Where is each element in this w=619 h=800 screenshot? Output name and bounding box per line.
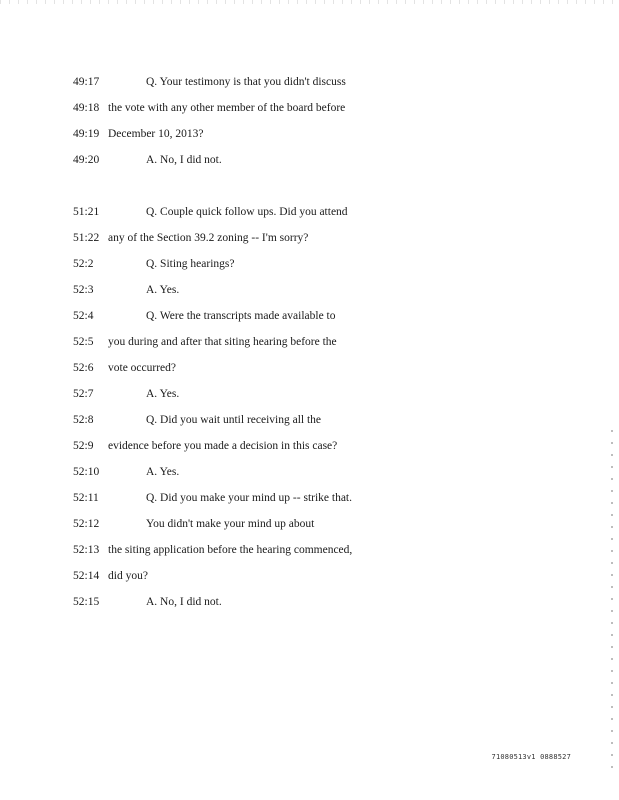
transcript-line: [0, 306, 619, 326]
document-id: 71080513v1 0888527: [491, 753, 571, 761]
margin-artifact: [611, 430, 613, 770]
line-text: Q. Did you wait until receiving all the: [146, 414, 322, 426]
scan-artifact: [0, 0, 619, 4]
line-text: the siting application before the hearing commenced,: [108, 544, 353, 556]
line-text: Q. Couple quick follow ups. Did you attend: [146, 206, 348, 218]
line-number: 49:19: [73, 128, 100, 140]
line-text: December 10, 2013?: [108, 128, 204, 140]
line-text: you during and after that siting hearing before the: [108, 336, 337, 348]
line-text: vote occurred?: [108, 362, 177, 374]
line-text: A. No, I did not.: [146, 596, 222, 608]
transcript-line: [0, 72, 619, 92]
line-text: Q. Did you make your mind up -- strike that.: [146, 492, 353, 504]
transcript-line: [0, 228, 619, 248]
line-number: 52:9: [73, 440, 94, 452]
transcript-line: [0, 514, 619, 534]
line-text: did you?: [108, 570, 148, 582]
line-number: 52:11: [73, 492, 99, 504]
line-text: Q. Were the transcripts made available to: [146, 310, 336, 322]
line-number: 52:10: [73, 466, 100, 478]
line-number: 52:14: [73, 570, 100, 582]
transcript-line: [0, 280, 619, 300]
line-number: 52:5: [73, 336, 94, 348]
line-number: 52:4: [73, 310, 94, 322]
line-text: A. Yes.: [146, 284, 180, 296]
line-number: 52:15: [73, 596, 100, 608]
transcript-line: [0, 202, 619, 222]
transcript-line: [0, 566, 619, 586]
transcript-line: [0, 254, 619, 274]
transcript-line: [0, 540, 619, 560]
line-number: 49:18: [73, 102, 100, 114]
transcript-line: [0, 358, 619, 378]
transcript-line: [0, 462, 619, 482]
line-number: 52:6: [73, 362, 94, 374]
line-number: 49:20: [73, 154, 100, 166]
transcript-line: [0, 150, 619, 170]
line-number: 51:22: [73, 232, 100, 244]
line-text: the vote with any other member of the board before: [108, 102, 346, 114]
line-number: 52:2: [73, 258, 94, 270]
line-number: 52:3: [73, 284, 94, 296]
transcript-line: [0, 98, 619, 118]
line-number: 52:7: [73, 388, 94, 400]
line-number: 49:17: [73, 76, 100, 88]
transcript-line: [0, 124, 619, 144]
line-text: A. Yes.: [146, 388, 180, 400]
line-text: Q. Siting hearings?: [146, 258, 235, 270]
line-text: evidence before you made a decision in this case?: [108, 440, 338, 452]
line-number: 52:13: [73, 544, 100, 556]
line-text: A. No, I did not.: [146, 154, 222, 166]
transcript-line: [0, 488, 619, 508]
transcript-line: [0, 384, 619, 404]
line-number: 52:12: [73, 518, 100, 530]
line-number: 52:8: [73, 414, 94, 426]
transcript-line: [0, 592, 619, 612]
line-number: 51:21: [73, 206, 100, 218]
transcript-line: [0, 410, 619, 430]
transcript-line: [0, 332, 619, 352]
line-text: any of the Section 39.2 zoning -- I'm sorry?: [108, 232, 309, 244]
line-text: A. Yes.: [146, 466, 180, 478]
line-text: You didn't make your mind up about: [146, 518, 315, 530]
transcript-line: [0, 436, 619, 456]
line-text: Q. Your testimony is that you didn't discuss: [146, 76, 346, 88]
